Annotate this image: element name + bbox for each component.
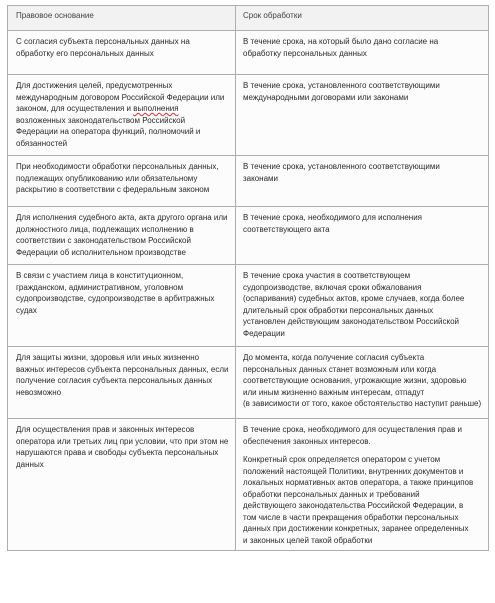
- table-row: [8, 156, 489, 207]
- legal-basis-cell: В связи с участием лица в конституционном, гражданском, административном, уголовном судопроизводстве, судопроизводстве в арбитражных судах: [8, 265, 236, 347]
- spellcheck-flagged-word: выполнения: [133, 104, 179, 113]
- processing-term-cell: В течение срока, установленного соответствующими законами: [236, 156, 489, 207]
- processing-term-cell: До момента, когда получение согласия субъекта персональных данных станет возможным или когда соответствующие основания, угрожающие жизни, здоровью или иным жизненно важным интересам, отпадут (в зависимости от того, какое обстоятельство наступит раньше): [236, 347, 489, 419]
- header-legal-basis: Правовое основание: [8, 6, 236, 31]
- header-processing-term: Срок обработки: [236, 6, 489, 31]
- legal-basis-cell: [8, 75, 236, 156]
- table-row: [8, 75, 489, 156]
- legal-basis-text-part: Для достижения целей, предусмотренных международным договором Российской Федерации или законом, для осуществления и: [16, 81, 225, 113]
- processing-term-cell: [236, 419, 489, 551]
- table-row: [8, 419, 489, 551]
- legal-basis-table: [7, 5, 489, 551]
- processing-term-cell: В течение срока участия в соответствующем судопроизводстве, включая сроки обжалования (оспаривания) судебных актов, кроме случаев, когда более длительный срок обработки персональных данных установлен действующим законодательством Российской Федерации: [236, 265, 489, 347]
- legal-basis-text-part: возложенных законодательством Российской Федерации на оператора функций, полномочий и обязанностей: [16, 115, 201, 148]
- processing-term-paragraph: В течение срока, необходимого для осуществления прав и обеспечения законных интересов.: [243, 425, 463, 446]
- table-row: [8, 347, 489, 419]
- processing-term-cell: В течение срока, установленного соответствующими международными договорами или законами: [236, 75, 489, 156]
- table-header-row: [8, 6, 489, 31]
- processing-term-cell: В течение срока, необходимого для исполнения соответствующего акта: [236, 207, 489, 265]
- table-row: [8, 265, 489, 347]
- processing-term-cell: В течение срока, на который было дано согласие на обработку персональных данных: [236, 31, 489, 75]
- table-row: [8, 31, 489, 75]
- legal-basis-cell: Для осуществления прав и законных интересов оператора или третьих лиц при условии, что при этом не нарушаются права и свободы субъекта персональных данных: [8, 419, 236, 551]
- legal-basis-cell: Для защиты жизни, здоровья или иных жизненно важных интересов субъекта персональных данных, если получение согласия субъекта персональных данных невозможно: [8, 347, 236, 419]
- legal-basis-cell: При необходимости обработки персональных данных, подлежащих опубликованию или обязательному раскрытию в соответствии с федеральным законом: [8, 156, 236, 207]
- legal-basis-cell: Для исполнения судебного акта, акта другого органа или должностного лица, подлежащих исполнению в соответствии с законодательством Российской Федерации об исполнительном производстве: [8, 207, 236, 265]
- table-row: [8, 207, 489, 265]
- processing-term-paragraph: Конкретный срок определяется оператором с учетом положений настоящей Политики, внутренних документов и локальных нормативных актов оператора, а также принципов обработки персональных данных и требований действующего законодательства Российской Федерации, в том числе в части прекращения обработки персональных данных при достижении конкретных, заранее определенных и законных целей такой обработки: [243, 455, 474, 545]
- legal-basis-cell: С согласия субъекта персональных данных на обработку его персональных данных: [8, 31, 236, 75]
